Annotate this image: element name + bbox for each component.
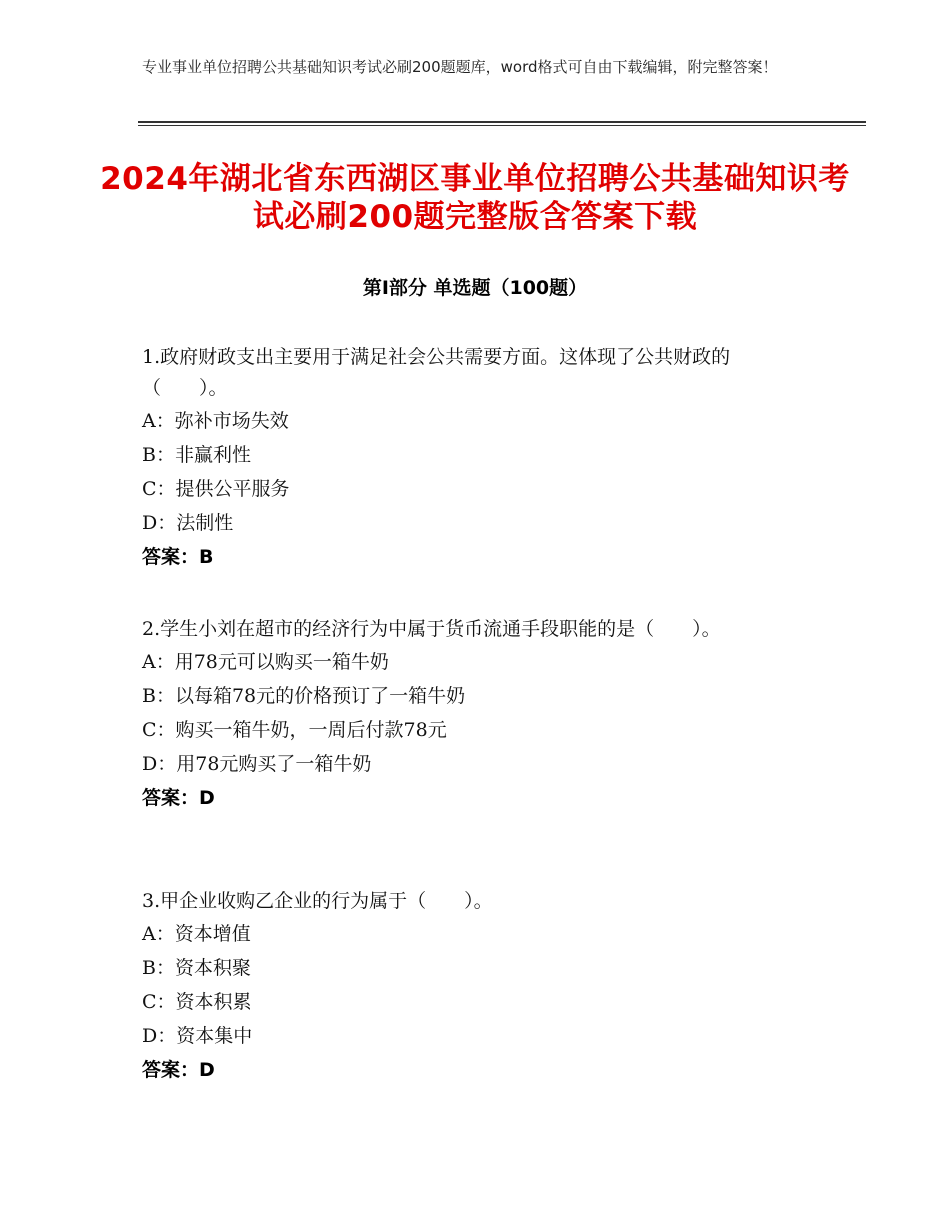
option-b: B：以每箱78元的价格预订了一箱牛奶 xyxy=(142,685,466,707)
option-c: C：提供公平服务 xyxy=(142,478,290,500)
question-stem: 1.政府财政支出主要用于满足社会公共需要方面。这体现了公共财政的（ ）。 xyxy=(142,346,731,399)
answer: 答案：D xyxy=(142,1059,215,1081)
option-a: A：弥补市场失效 xyxy=(142,410,289,432)
option-d: D：用78元购买了一箱牛奶 xyxy=(142,753,372,775)
document-title: 2024年湖北省东西湖区事业单位招聘公共基础知识考试必刷200题完整版含答案下载 xyxy=(100,161,850,235)
option-a: A：用78元可以购买一箱牛奶 xyxy=(142,651,389,673)
header-note: 专业事业单位招聘公共基础知识考试必刷200题题库，word格式可自由下载编辑，附完整答案！ xyxy=(142,58,778,76)
header-divider-thick xyxy=(138,121,866,123)
option-a: A：资本增值 xyxy=(142,923,251,945)
option-b: B：非赢利性 xyxy=(142,444,251,466)
option-d: D：资本集中 xyxy=(142,1025,253,1047)
question-2 xyxy=(142,614,812,815)
question-1 xyxy=(142,342,812,574)
section-heading: 第Ⅰ部分 单选题（100题） xyxy=(362,277,588,299)
question-3 xyxy=(142,886,812,1087)
option-c: C：资本积累 xyxy=(142,991,252,1013)
option-c: C：购买一箱牛奶，一周后付款78元 xyxy=(142,719,447,741)
answer: 答案：D xyxy=(142,787,215,809)
header-divider-thin xyxy=(138,125,866,126)
option-b: B：资本积聚 xyxy=(142,957,251,979)
answer: 答案：B xyxy=(142,546,214,568)
question-stem: 2.学生小刘在超市的经济行为中属于货币流通手段职能的是（ ）。 xyxy=(142,618,721,640)
option-d: D：法制性 xyxy=(142,512,234,534)
question-stem: 3.甲企业收购乙企业的行为属于（ ）。 xyxy=(142,890,493,912)
